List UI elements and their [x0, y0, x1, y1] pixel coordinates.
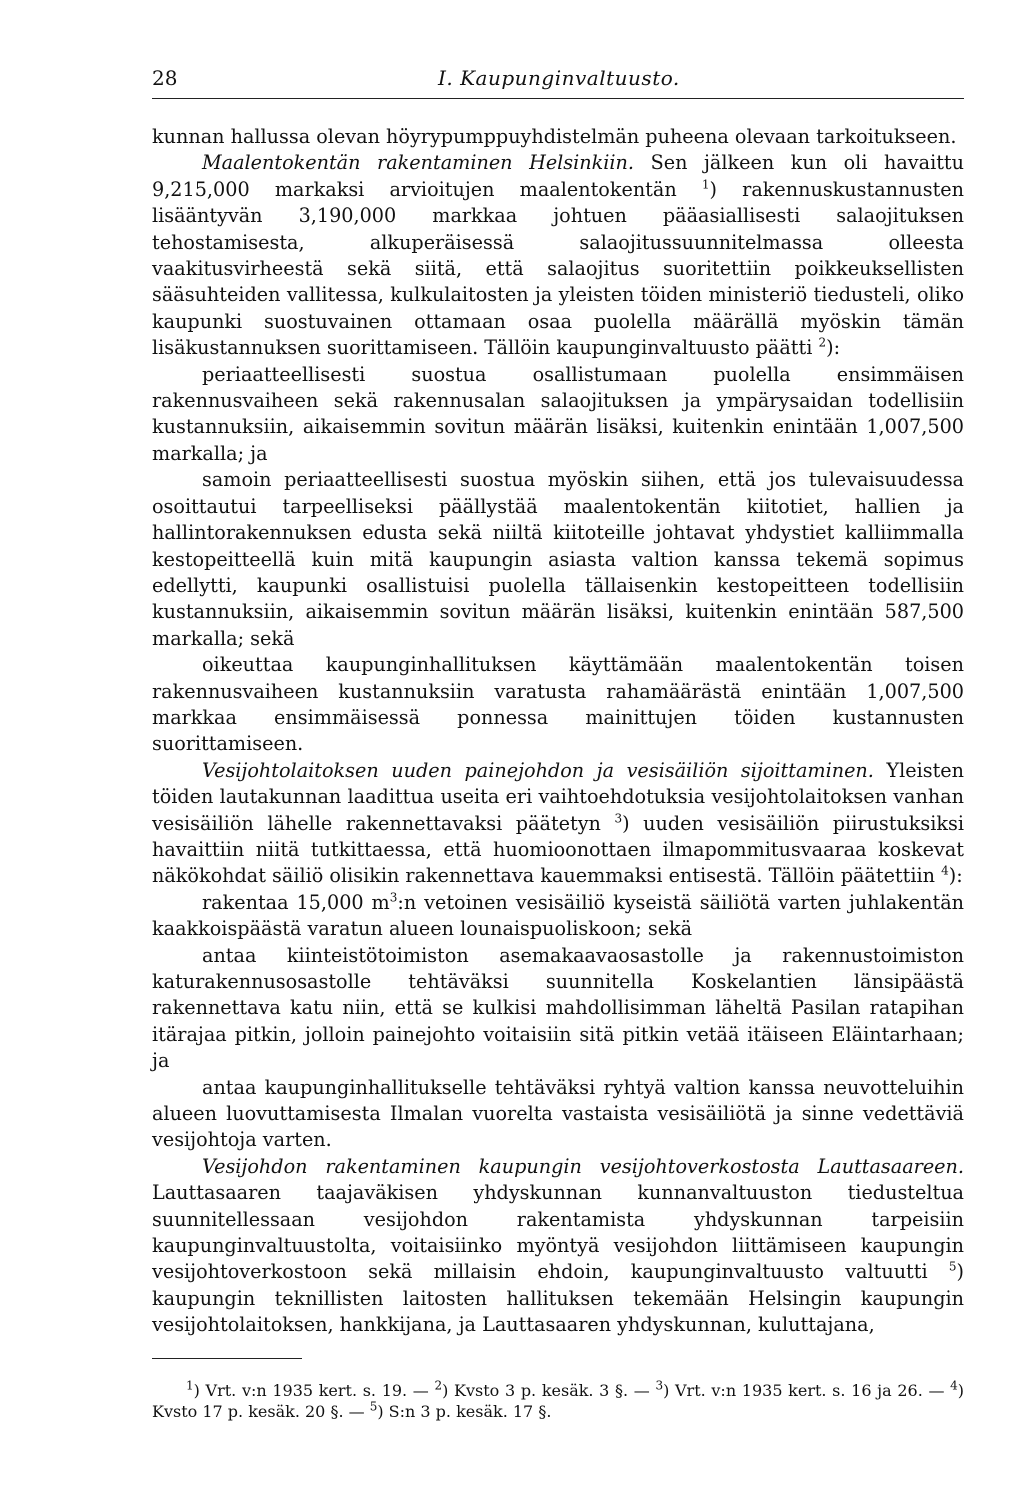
footnote-list	[152, 1380, 964, 1422]
footnote-text: ) Vrt. v:n 1935 kert. s. 19. —	[193, 1381, 435, 1400]
section-title: Vesijohdon rakentaminen kaupungin vesijohtoverkostosta Lauttasaareen.	[202, 1154, 964, 1178]
paragraph-text: periaatteellisesti suostua osallistumaan puolella ensimmäisen rakennusvaiheen sekä rakennusalan salaojituksen ja ympärysaidan todellisiin kustannuksiin, aikaisemmin sovitun määrän lisäksi, kuitenkin enintään 1,007,500 markalla; ja	[152, 362, 964, 465]
paragraph-text: kunnan hallussa olevan höyrypumppuyhdistelmän puheena olevaan tarkoitukseen.	[152, 125, 957, 148]
paragraph-text: oikeuttaa kaupunginhallituksen käyttämään maalentokentän toisen rakennusvaiheen kustannuksiin varatusta rahamäärästä enintään 1,007,500 markkaa ensimmäisessä ponnessa mainittujen töiden kustannusten suorittamiseen.	[152, 653, 964, 756]
paragraph-text: ):	[826, 336, 841, 360]
footnote-text: ) Kvsto 17 p. kesäk. 20 §. —	[152, 1381, 965, 1421]
paragraph	[152, 467, 964, 652]
running-head: I. Kaupunginvaltuusto.	[438, 66, 680, 90]
paragraph-text: samoin periaatteellisesti suostua myöskin siihen, että jos tulevaisuudessa osoittautui tarpeelliseksi päällystää maalentokentän kiitotiet, hallien ja hallintorakennuksen edusta sekä niiltä kiitoteille johtavat yhdystiet kalliimmalla kestopeitteellä kuin mitä kaupungin asiasta valtion kanssa tekemä sopimus edellytti, kaupunki osallistuisi puolella tällaisenkin kestopeitteen todellisiin kustannuksiin, aikaisemmin sovitun määrän lisäksi, kuitenkin enintään 587,500 markalla; sekä	[152, 468, 964, 650]
footnote-number: 2	[434, 1378, 443, 1393]
footnote-text: ) Kvsto 3 p. kesäk. 3 §. —	[442, 1381, 656, 1400]
paragraph-text: :n vetoinen vesisäiliö kyseistä säiliötä varten juhlakentän kaakkoispäästä varatun alueen lounaispuoliskoon; sekä	[152, 890, 965, 941]
paragraph-text: Lauttasaaren taajaväkisen yhdyskunnan kunnanvaltuuston tiedusteltua suunnitellessaan vesijohdon rakentamista yhdyskunnan tarpeisiin kaupunginvaltuustolta, voitaisiinko myöntyä vesijohdon liittämiseen kaupungin vesijohtoverkostoon sekä millaisin ehdoin, kaupunginvaltuusto valtuutti	[152, 1181, 964, 1284]
section-title: Maalentokentän rakentaminen Helsinkiin.	[202, 151, 635, 175]
paragraph-text: antaa kiinteistötoimiston asemakaavaosastolle ja rakennustoimiston katurakennusosastolle tehtäväksi suunnitella Koskelantien länsipäästä rakennettava katu niin, että se kulkisi mahdollisimman läheltä Pasilan ratapihan itärajaa pitkin, jolloin painejohto voitaisiin sitä pitkin vetää itäiseen Eläintarhaan; ja	[152, 943, 964, 1073]
page-header	[152, 62, 964, 99]
footnote-number: 1	[186, 1378, 194, 1393]
paragraph-text: Sen jälkeen kun oli havaittu 9,215,000 markaksi arvioitujen maalentokentän	[152, 151, 965, 201]
paragraph	[152, 150, 964, 361]
footnote-number: 4	[950, 1378, 958, 1393]
footnote-text: ) S:n 3 p. kesäk. 17 §.	[377, 1402, 552, 1421]
paragraph-text: ):	[948, 864, 963, 888]
paragraph	[152, 1154, 964, 1339]
paragraph-text: ) kaupungin teknillisten laitosten hallituksen tekemään Helsingin kaupungin vesijohtolaitoksen, hankkijana, ja Lauttasaaren yhdyskunnan, kuluttajana,	[152, 1260, 964, 1337]
footnote-ref: 5	[948, 1260, 957, 1275]
paragraph	[152, 943, 964, 1075]
body-text	[152, 124, 964, 1339]
footnotes	[152, 1380, 964, 1422]
paragraph-text: ) rakennuskustannusten lisääntyvän 3,190,000 markkaa johtuen pääasiallisesti salaojituksen tehostamisesta, alkuperäisessä salaojitussuunnitelmassa olleesta vaakitusvirheestä sekä siitä, että salaojitus suoritettiin poikkeuksellisten sääsuhteiden vallitessa, kulkulaitosten ja yleisten töiden ministeriö tiedusteli, oliko kaupunki suostuvainen ottamaan osaa puolella määrällä myöskin tämän lisäkustannuksen suorittamiseen. Tällöin kaupunginvaltuusto päätti	[152, 177, 964, 360]
paragraph-text: antaa kaupunginhallitukselle tehtäväksi ryhtyä valtion kanssa neuvotteluihin alueen luovuttamisesta Ilmalan vuorelta vastaista vesisäiliötä ja sinne vedettäviä vesijohtoja varten.	[152, 1075, 964, 1152]
footnote-ref: 3	[614, 811, 623, 826]
section-title: Vesijohtolaitoksen uuden painejohdon ja vesisäiliön sijoittaminen.	[202, 758, 874, 782]
paragraph	[152, 362, 964, 468]
footnote-ref: 4	[941, 863, 949, 878]
page-number: 28	[152, 66, 178, 90]
footnote-number: 3	[655, 1378, 664, 1393]
paragraph	[152, 758, 964, 890]
paragraph	[152, 124, 964, 150]
paragraph-text: rakentaa 15,000 m	[202, 890, 390, 914]
paragraph	[152, 890, 964, 943]
footnote-number: 5	[369, 1399, 378, 1414]
footnote-ref: 2	[818, 335, 827, 350]
paragraph-text: ) uuden vesisäiliön piirustuksiksi havaittiin niitä tutkittaessa, että huomioonottaen ilmapommitusvaaraa koskevat näkökohdat säiliö olisikin rakennettava kauemmaksi entisestä. Tällöin päätettiin	[152, 811, 964, 888]
paragraph	[152, 652, 964, 758]
footnote-ref: 1	[701, 177, 710, 192]
footnote-divider	[152, 1358, 302, 1359]
exponent: 3	[389, 890, 398, 905]
paragraph-text: Yleisten töiden lautakunnan laadittua useita eri vaihtoehdotuksia vesijohtolaitoksen vanhan vesisäiliön lähelle rakennettavaksi päätetyn	[152, 758, 964, 835]
footnote-text: ) Vrt. v:n 1935 kert. s. 16 ja 26. —	[663, 1381, 951, 1400]
paragraph	[152, 1075, 964, 1154]
